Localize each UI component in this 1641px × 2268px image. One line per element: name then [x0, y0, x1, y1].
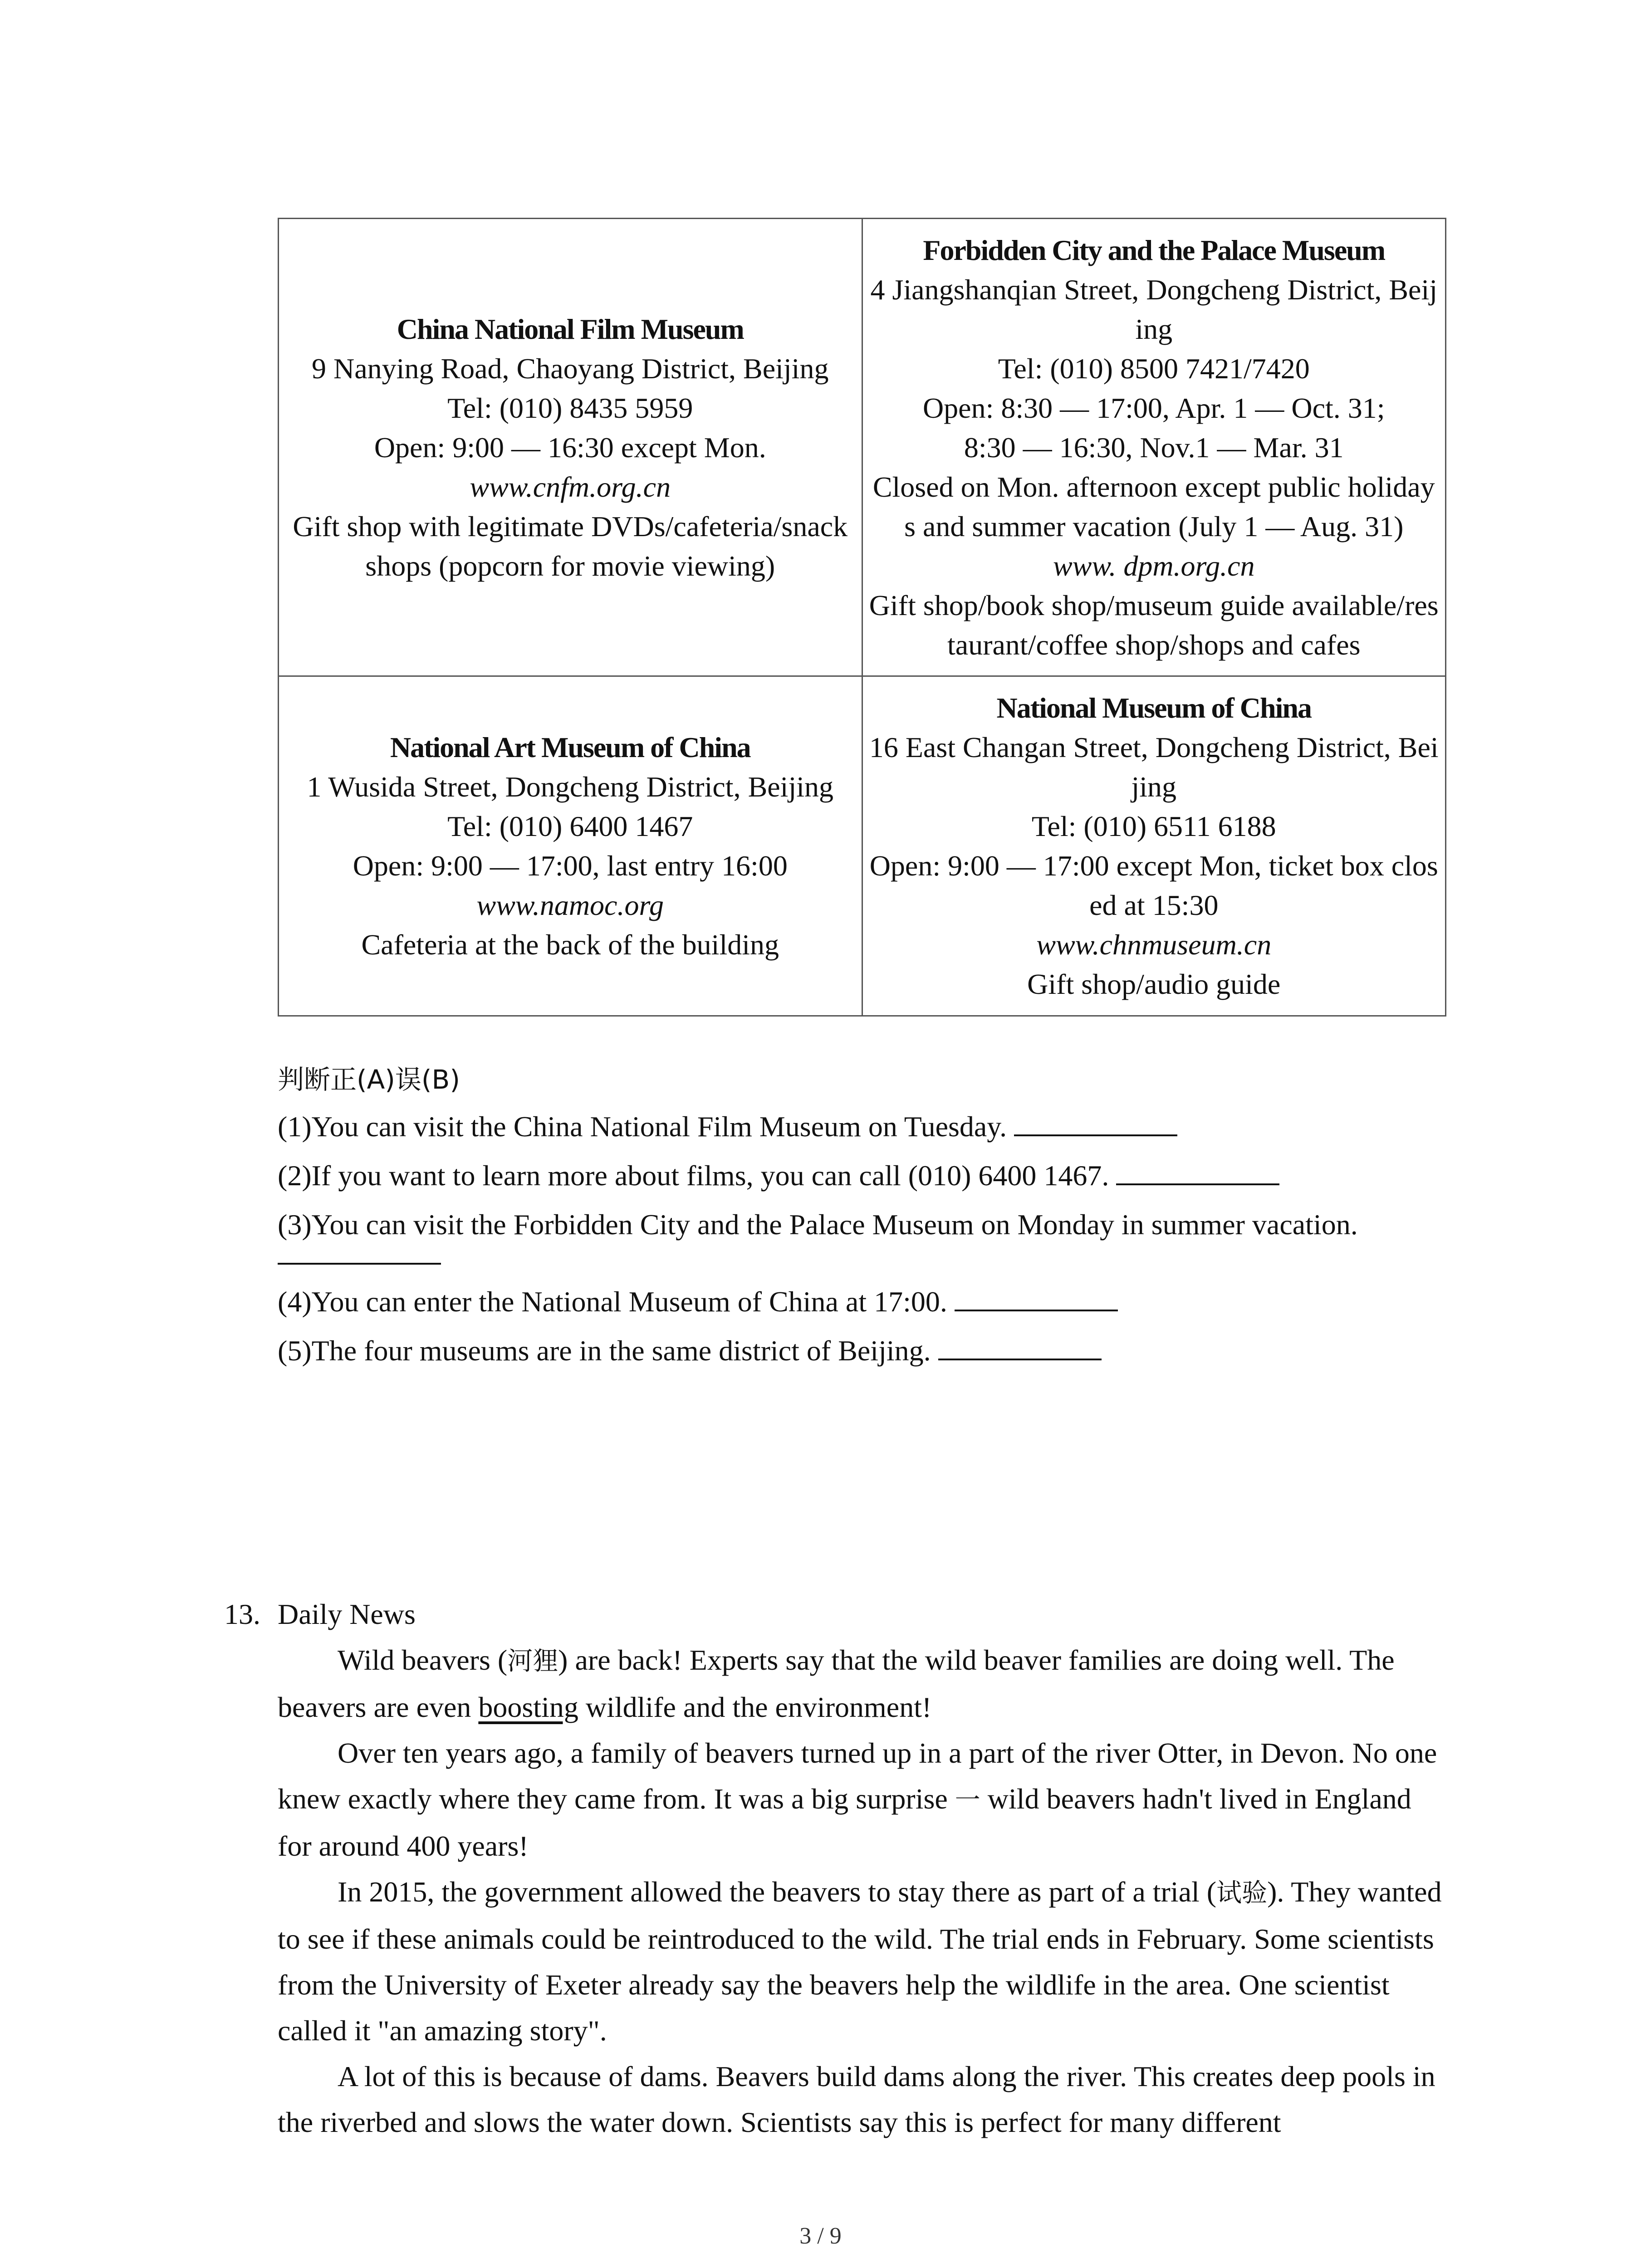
true-false-section: [278, 1057, 1466, 1375]
text-run: Wild beavers (: [338, 1644, 508, 1676]
museum-tel: Tel: (010) 8435 5959: [447, 391, 693, 424]
passage-paragraph: [278, 1869, 1448, 2053]
museum-tel: Tel: (010) 6511 6188: [1031, 810, 1276, 842]
museum-name: China National Film Museum: [397, 313, 744, 345]
text-run: ) are back! Experts say that the wild beaver families are doing well. The beavers are even: [278, 1644, 1395, 1723]
museum-facilities: Gift shop/book shop/museum guide available/restaurant/coffee shop/shops and cafes: [869, 589, 1439, 661]
museum-name: National Museum of China: [996, 692, 1311, 724]
underlined-word: boosting: [478, 1691, 578, 1723]
museum-hours: 8:30 — 16:30, Nov.1 — Mar. 31: [964, 431, 1344, 464]
text-run: wild beavers hadn't lived in England for around 400 years!: [278, 1783, 1411, 1862]
page-number: 3 / 9: [799, 2223, 842, 2249]
passage-paragraph: [278, 1637, 1448, 1730]
dash-glyph: 一: [955, 1785, 980, 1815]
tf-question: (1)You can visit the China National Film Museum on Tuesday.: [278, 1110, 1007, 1143]
museum-name: Forbidden City and the Palace Museum: [923, 234, 1385, 266]
museum-facilities: Gift shop with legitimate DVDs/cafeteria/snack shops (popcorn for movie viewing): [293, 510, 848, 582]
tf-question: (2)If you want to learn more about films, you can call (010) 6400 1467.: [278, 1159, 1109, 1192]
museum-hours: Open: 9:00 — 17:00 except Mon, ticket box closed at 15:30: [869, 850, 1438, 921]
museum-cell-national: [862, 676, 1446, 1016]
tf-item: [278, 1326, 1466, 1375]
chinese-gloss: 河狸: [507, 1647, 558, 1676]
tf-question: (5)The four museums are in the same district of Beijing.: [278, 1334, 931, 1367]
tf-question: (4)You can enter the National Museum of China at 17:00.: [278, 1286, 947, 1318]
museum-website: www.cnfm.org.cn: [470, 470, 671, 503]
table-row: [279, 219, 1446, 676]
tf-item: [278, 1200, 1466, 1265]
tf-question: (3)You can visit the Forbidden City and the Palace Museum on Monday in summer vacation.: [278, 1208, 1358, 1241]
passage-paragraph: [278, 1730, 1448, 1869]
museum-cell-art: [279, 676, 862, 1016]
tf-item: [278, 1151, 1466, 1200]
museum-hours: Open: 9:00 — 17:00, last entry 16:00: [353, 850, 788, 882]
museum-website: www.namoc.org: [476, 889, 664, 921]
museum-cell-palace: [862, 219, 1446, 676]
answer-blank[interactable]: [1014, 1109, 1177, 1136]
museum-tel: Tel: (010) 8500 7421/7420: [998, 352, 1310, 385]
museum-address: 1 Wusida Street, Dongcheng District, Beijing: [307, 771, 833, 803]
museum-info-table: [278, 218, 1446, 1017]
museum-hours: Closed on Mon. afternoon except public holidays and summer vacation (July 1 — Aug. 31): [872, 470, 1435, 543]
answer-blank[interactable]: [278, 1253, 441, 1265]
table-row: [279, 676, 1446, 1016]
text-run: In 2015, the government allowed the beavers to stay there as part of a trial (: [338, 1876, 1217, 1908]
text-run: ). They wanted to see if these animals could be reintroduced to the wild. The trial ends in February. Some scientists from the University of Exeter already say the beavers help the wildlife in the area. One scientist called it "an amazing story".: [278, 1876, 1442, 2047]
museum-facilities: Cafeteria at the back of the building: [361, 929, 779, 961]
museum-tel: Tel: (010) 6400 1467: [447, 810, 693, 842]
answer-blank[interactable]: [938, 1333, 1102, 1360]
museum-address: 4 Jiangshanqian Street, Dongcheng District, Beijing: [870, 273, 1438, 345]
museum-hours: Open: 9:00 — 16:30 except Mon.: [374, 431, 766, 464]
tf-instruction: 判断正(A)误(B): [278, 1064, 460, 1095]
answer-blank[interactable]: [1116, 1158, 1279, 1185]
question-number: 13.: [224, 1598, 260, 1630]
museum-facilities: Gift shop/audio guide: [1027, 968, 1281, 1000]
text-run: wildlife and the environment!: [578, 1691, 932, 1723]
reading-passage: [224, 1591, 1448, 2145]
text-run: Over ten years ago, a family of beavers turned up in a part of the river Otter, in Devon. No one knew exactly where they came from. It was a big surprise: [278, 1737, 1437, 1815]
chinese-gloss: 试验: [1216, 1878, 1268, 1908]
tf-item: [278, 1277, 1466, 1326]
museum-website: www.chnmuseum.cn: [1036, 929, 1272, 961]
museum-hours: Open: 8:30 — 17:00, Apr. 1 — Oct. 31;: [922, 391, 1385, 424]
museum-address: 9 Nanying Road, Chaoyang District, Beijing: [312, 352, 829, 385]
museum-website: www. dpm.org.cn: [1053, 549, 1255, 582]
answer-blank[interactable]: [955, 1284, 1118, 1311]
museum-cell-film: [279, 219, 862, 676]
passage-title: Daily News: [278, 1598, 416, 1630]
tf-item: [278, 1102, 1466, 1151]
passage-paragraph: A lot of this is because of dams. Beavers build dams along the river. This creates deep pools in the riverbed and slows the water down. Scientists say this is perfect for many different: [278, 2060, 1435, 2138]
museum-address: 16 East Changan Street, Dongcheng District, Beijing: [869, 731, 1439, 803]
museum-name: National Art Museum of China: [390, 731, 750, 763]
